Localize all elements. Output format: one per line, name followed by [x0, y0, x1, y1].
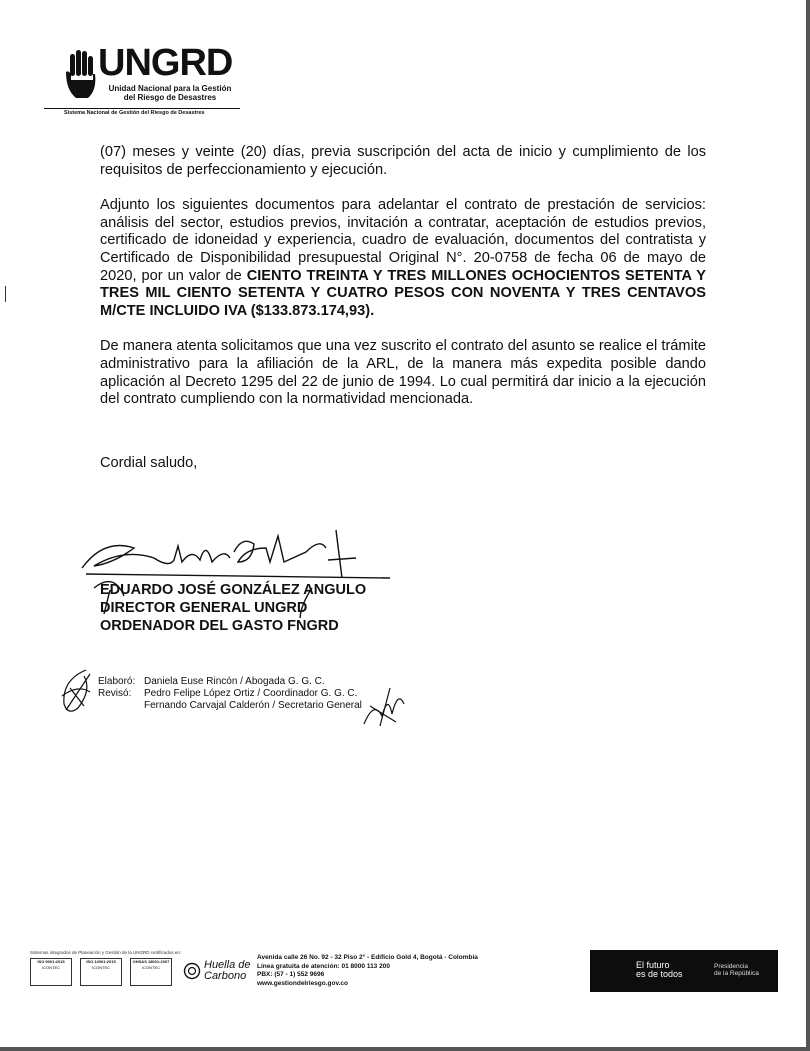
- co2-leaf-icon: [183, 962, 201, 980]
- hand-icon: [64, 50, 98, 102]
- rubric-icon: [56, 666, 96, 718]
- reviso-row: [98, 688, 362, 700]
- paragraph-2-text: Adjunto los siguientes documentos para adelantar el contrato de prestación de servicios: análisis del sector, estudios previos, invitación a contratar, aceptación de estudios previos, certificado de idoneidad y experiencia, cuadro de evaluación, documentos del contratista y Certificado de Disponibilidad presupuestal Original N°. 20-0758 de fecha 06 de mayo de 2020, por un valor de: [100, 197, 706, 284]
- scan-mark: [5, 286, 6, 302]
- signer-title: DIRECTOR GENERAL UNGRD: [100, 600, 308, 616]
- signer-block: [100, 581, 366, 635]
- huella-carbono-logo: [183, 960, 250, 982]
- paragraph-2-amount: CIENTO TREINTA Y TRES MILLONES OCHOCIENTOS SETENTA Y TRES MIL CIENTO SETENTA Y CUATRO PESOS CON NOVENTA Y TRES CENTAVOS M/CTE INCLUIDO IVA ($133.873.174,93).: [100, 267, 706, 319]
- gov-slogan: El futuro es de todos: [636, 960, 683, 979]
- page-footer: [0, 950, 810, 1000]
- logo-divider: [44, 108, 240, 109]
- signer-role: ORDENADOR DEL GASTO FNGRD: [100, 618, 339, 634]
- elaboro-value: Daniela Euse Rincón / Abogada G. G. C.: [144, 676, 325, 687]
- logo-subtitle: [100, 84, 240, 102]
- government-banner: [590, 950, 778, 992]
- website-link[interactable]: www.gestiondelriesgo.gov.co: [257, 979, 349, 987]
- logo-subtitle-line1: Unidad Nacional para la Gestión: [108, 84, 232, 93]
- footer-address: [257, 954, 478, 988]
- huella-text: Huella de Carbono: [204, 959, 251, 982]
- reviso-label: Revisó:: [98, 688, 132, 699]
- page-frame-bottom: [0, 1047, 810, 1051]
- paragraph-3: De manera atenta solicitamos que una vez suscrito el contrato del asunto se realice el trámite administrativo para la afiliación de la ARL, de la manera más expedita posible dando aplicación al Decreto 1295 del 22 de junio de 1994. Lo cual permitirá dar inicio a la ejecución del contrato cumpliendo con la normatividad mencionada.: [100, 338, 706, 408]
- closing-salutation: Cordial saludo,: [100, 454, 198, 471]
- iso-9001-badge: ISO 9001:2015 ICONTEC: [30, 958, 72, 986]
- reviso-row-2: [98, 700, 362, 712]
- certification-text: Sistemas integrados de Planeación y Gestión de la UNGRD certificados en:: [30, 950, 182, 955]
- hotline-line: Línea gratuita de atención: 01 8000 113 200: [257, 962, 390, 970]
- elaboro-label: Elaboró:: [98, 676, 136, 687]
- presidency-label: Presidencia de la República: [714, 963, 759, 977]
- address-line: Avenida calle 26 No. 92 - 32 Piso 2° - Edificio Gold 4, Bogotá - Colombia: [257, 954, 478, 961]
- certification-badges: [30, 958, 172, 986]
- reviso-value-2: Fernando Carvajal Calderón / Secretario General: [144, 700, 362, 711]
- page-frame-right: [806, 0, 810, 1051]
- pbx-line: PBX: (57 - 1) 552 9696: [257, 971, 325, 978]
- paragraph-1: (07) meses y veinte (20) días, previa suscripción del acta de inicio y cumplimiento de los requisitos de perfeccionamiento y ejecución.: [100, 144, 706, 178]
- review-list: [98, 676, 362, 712]
- iso-14001-badge: ISO 14001:2015 ICONTEC: [80, 958, 122, 986]
- reviso-value-1: Pedro Felipe López Ortiz / Coordinador G. G. C.: [144, 688, 358, 699]
- paragraph-2: [100, 197, 706, 320]
- elaboro-row: [98, 676, 362, 688]
- logo-tagline: Sistema Nacional de Gestión del Riesgo de Desastres: [64, 110, 205, 116]
- signer-name: EDUARDO JOSÉ GONZÁLEZ ANGULO: [100, 582, 367, 598]
- ohsas-18001-badge: OHSAS 18001:2007 ICONTEC: [130, 958, 172, 986]
- ungrd-logo: [60, 42, 260, 118]
- logo-wordmark: UNGRD: [98, 42, 233, 84]
- rubric-initials-icon: [360, 686, 410, 728]
- logo-subtitle-line2: del Riesgo de Desastres: [123, 93, 217, 102]
- letter-body: [100, 144, 706, 490]
